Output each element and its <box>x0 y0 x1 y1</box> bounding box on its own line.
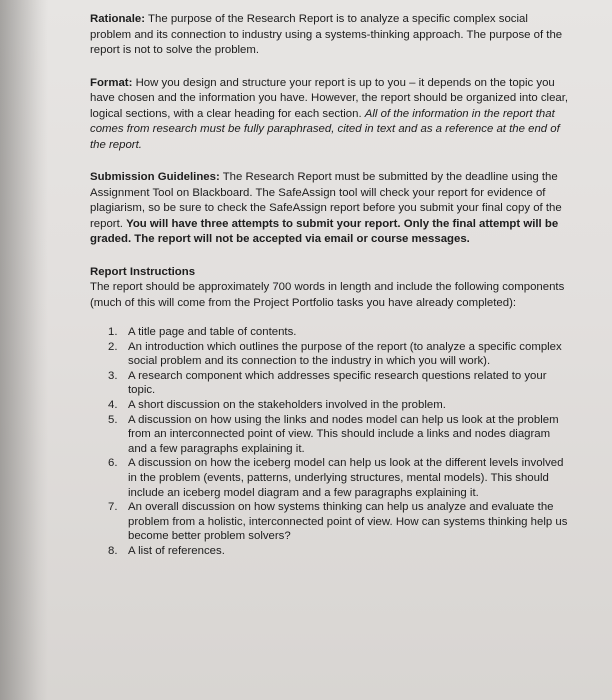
list-item-text: A discussion on how the iceberg model can help us look at the different levels involved in the problem (events, patterns, underlying structures, mental models). This should include an iceberg model diagram and a few paragraphs explaining it. <box>128 457 564 499</box>
list-item-text: A research component which addresses specific research questions related to your topic. <box>128 369 547 397</box>
list-item-number: 2. <box>108 340 118 353</box>
list-item-text: A discussion on how using the links and nodes model can help us look at the problem from an interconnected point of view. This should include a links and nodes diagram and a few paragraphs explaining it. <box>128 413 559 455</box>
submission-label: Submission Guidelines: <box>90 171 220 183</box>
report-instructions-heading: Report Instructions <box>90 265 196 278</box>
list-item-number: 7. <box>108 501 118 514</box>
list-item-number: 1. <box>108 326 118 338</box>
format-paragraph <box>90 76 570 154</box>
list-item <box>108 456 570 500</box>
list-item-number: 3. <box>108 369 118 382</box>
submission-text: The Research Report must be submitted by the deadline using the Assignment Tool on Blackboard. The SafeAssign tool will check your report for evidence of plagiarism, so be sure to check the SafeAssign report before you submit your final copy of the report. <box>90 171 562 230</box>
list-item <box>108 398 570 413</box>
list-item-number: 8. <box>108 544 118 557</box>
list-item-text: A short discussion on the stakeholders involved in the problem. <box>128 398 446 411</box>
submission-paragraph <box>90 170 570 248</box>
format-text: How you design and structure your report is up to you – it depends on the topic you have chosen and the information you have. However, the report should be organized into clear, logical sections, with a clear heading for each section. <box>90 76 569 120</box>
submission-bold-text: You will have three attempts to submit your report. Only the final attempt will be graded. The report will not be accepted via email or course messages. <box>90 217 559 245</box>
list-item-text: An introduction which outlines the purpose of the report (to analyze a specific complex social problem and its connection to the industry in which you will work). <box>128 340 562 368</box>
report-instructions-section <box>90 265 570 559</box>
list-item-number: 5. <box>108 413 118 426</box>
document-content <box>90 12 570 559</box>
list-item <box>108 369 570 398</box>
rationale-label: Rationale: <box>90 13 146 25</box>
list-item-text: An overall discussion on how systems thinking can help us analyze and evaluate the problem from a holistic, interconnected point of view. How can systems thinking help us become better problem solvers? <box>128 501 568 543</box>
list-item-number: 4. <box>108 398 118 411</box>
list-item <box>108 325 570 340</box>
list-item <box>108 340 570 369</box>
instructions-list <box>90 325 570 559</box>
list-item-text: A title page and table of contents. <box>128 326 297 338</box>
format-italic-text: All of the information in the report that comes from research must be fully paraphrased, cited in text and as a reference at the end of the report. <box>90 107 560 151</box>
list-item-number: 6. <box>108 457 118 470</box>
list-item <box>108 413 570 457</box>
format-label: Format: <box>90 76 133 89</box>
rationale-text: The purpose of the Research Report is to analyze a specific complex social problem and its connection to industry using a systems-thinking approach. The purpose of the report is not to solve the problem. <box>90 13 563 56</box>
report-instructions-intro: The report should be approximately 700 words in length and include the following components (much of this will come from the Project Portfolio tasks you have already completed): <box>90 281 565 309</box>
rationale-paragraph <box>90 12 570 59</box>
page-shadow <box>0 0 48 700</box>
list-item-text: A list of references. <box>128 544 225 557</box>
list-item <box>108 544 570 559</box>
list-item <box>108 500 570 544</box>
